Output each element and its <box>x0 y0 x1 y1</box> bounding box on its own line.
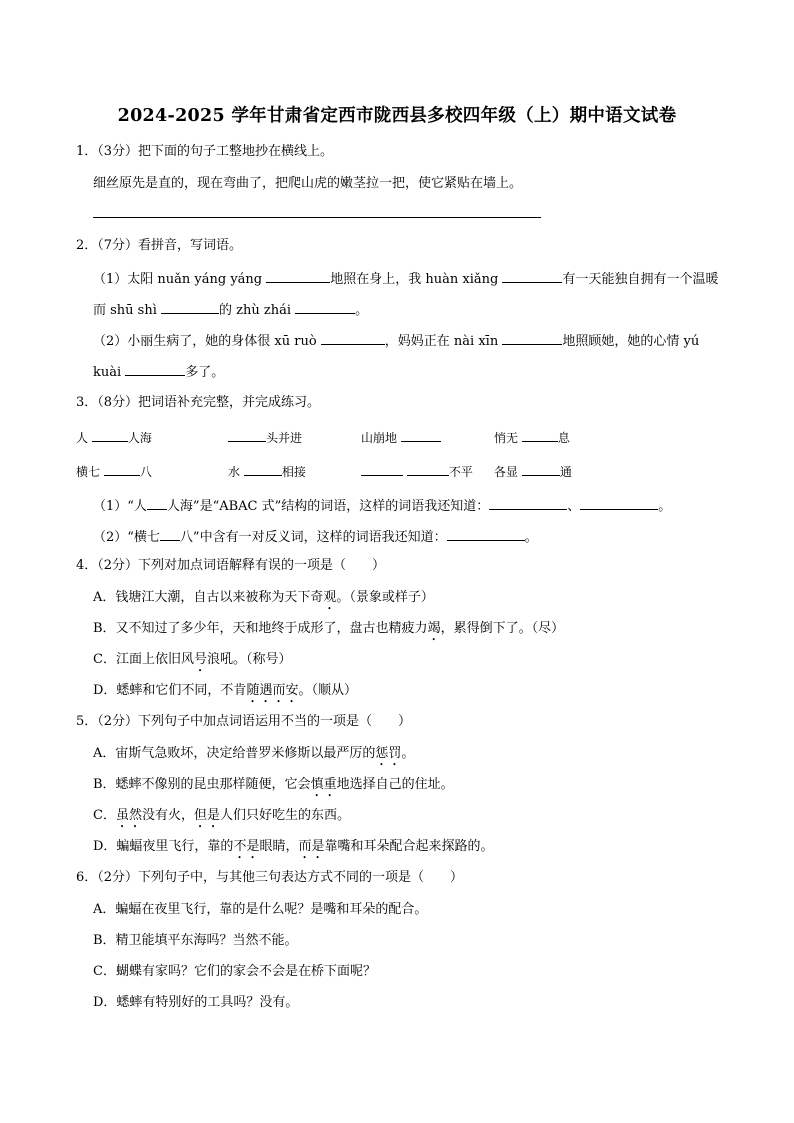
idiom-item: 头并进 <box>228 428 302 446</box>
pinyin-text: 而 shū shì <box>93 303 162 318</box>
answer-blank[interactable] <box>295 300 355 314</box>
question-4-option-c[interactable]: C．江面上依旧风号浪吼。（称号） <box>93 652 292 667</box>
question-1-heading: 1．（3分）把下面的句子工整地抄在横线上。 <box>76 144 334 159</box>
question-4-heading: 4．（2分）下列对加点词语解释有误的一项是（ ） <box>76 558 386 573</box>
idiom-item: 不平 <box>361 462 473 480</box>
answer-blank[interactable] <box>321 331 385 345</box>
idiom-item: 人 人海 <box>76 428 152 446</box>
answer-blank[interactable] <box>161 300 219 314</box>
idiom-item: 悄无 息 <box>494 428 570 446</box>
question-2-line-1 <box>93 269 718 289</box>
pinyin-text: 的 zhù zhái <box>219 303 296 318</box>
copy-answer-line <box>93 217 541 218</box>
question-1-sentence: 细丝原先是直的，现在弯曲了，把爬山虎的嫩茎拉一把，使它紧贴在墙上。 <box>93 176 523 191</box>
idiom-item: 水 相接 <box>228 462 306 480</box>
answer-blank[interactable] <box>361 462 403 476</box>
question-4-option-b[interactable]: B．又不知过了多少年，天和地终于成形了，盘古也精疲力竭，累得倒下了。（尽） <box>93 621 565 636</box>
sentence-text: 地照顾她，她的心情 yú <box>562 334 700 349</box>
answer-blank[interactable] <box>228 428 266 442</box>
pinyin-text: kuài <box>93 365 126 380</box>
question-6-option-d[interactable]: D．蟋蟀有特别好的工具吗？没有。 <box>93 995 299 1010</box>
question-5-option-d[interactable]: D．蝙蝠夜里飞行，靠的不是眼睛，而是靠嘴和耳朵配合起来探路的。 <box>93 839 494 854</box>
idiom-item: 横七 八 <box>76 462 152 480</box>
answer-blank[interactable] <box>92 428 128 442</box>
answer-blank[interactable] <box>401 428 441 442</box>
question-2-line-2 <box>93 300 368 320</box>
question-6-option-c[interactable]: C．蝴蝶有家吗？它们的家会不会是在桥下面呢？ <box>93 964 376 979</box>
question-6-option-a[interactable]: A．蝙蝠在夜里飞行，靠的是什么呢？是嘴和耳朵的配合。 <box>93 902 428 917</box>
answer-blank[interactable] <box>522 428 558 442</box>
question-6-option-b[interactable]: B．精卫能填平东海吗？当然不能。 <box>93 933 298 948</box>
answer-blank[interactable] <box>502 331 562 345</box>
question-2-line-3 <box>93 331 699 351</box>
question-4-option-d[interactable]: D．蟋蟀和它们不同，不肯随遇而安。（顺从） <box>93 683 357 698</box>
question-3-sub-2: （2）“横七 八”中含有一对反义词，这样的词语我还知道： 。 <box>93 527 538 547</box>
answer-blank[interactable] <box>580 496 658 510</box>
question-6-heading: 6．（2分）下列句子中，与其他三句表达方式不同的一项是（ ） <box>76 870 464 885</box>
question-3-heading: 3．（8分）把词语补充完整，并完成练习。 <box>76 395 321 410</box>
pinyin-text: （2）小丽生病了，她的身体很 xū ruò <box>93 334 321 349</box>
answer-blank[interactable] <box>160 527 180 541</box>
question-3-sub-1: （1）“人 人海”是“ABAC 式”结构的词语，这样的词语我还知道： 、 。 <box>93 496 671 516</box>
idiom-item: 山崩地 <box>361 428 441 446</box>
answer-blank[interactable] <box>244 462 282 476</box>
question-4-option-a[interactable]: A．钱塘江大潮，自古以来被称为天下奇观。（景象或样子） <box>93 590 434 605</box>
answer-blank[interactable] <box>104 462 140 476</box>
question-5-heading: 5．（2分）下列句子中加点词语运用不当的一项是（ ） <box>76 714 412 729</box>
answer-blank[interactable] <box>489 496 567 510</box>
pinyin-text: 地照在身上，我 huàn xiǎng <box>330 272 503 287</box>
answer-blank[interactable] <box>502 269 562 283</box>
answer-blank[interactable] <box>125 362 185 376</box>
answer-blank[interactable] <box>147 496 167 510</box>
question-5-option-b[interactable]: B．蟋蟀不像别的昆虫那样随便，它会慎重地选择自己的住址。 <box>93 777 454 792</box>
exam-title: 2024-2025 学年甘肃省定西市陇西县多校四年级（上）期中语文试卷 <box>117 106 677 126</box>
pinyin-text: （1）太阳 nuǎn yáng yáng <box>93 272 267 287</box>
pinyin-text: ，妈妈正在 nài xīn <box>384 334 503 349</box>
answer-blank[interactable] <box>447 527 525 541</box>
sentence-text: 有一天能独自拥有一个温暖 <box>562 272 719 287</box>
answer-blank[interactable] <box>522 462 560 476</box>
question-2-line-4 <box>93 362 224 382</box>
question-2-heading: 2．（7分）看拼音，写词语。 <box>76 238 243 253</box>
sentence-text: 。 <box>355 303 369 318</box>
answer-blank[interactable] <box>266 269 330 283</box>
question-5-option-a[interactable]: A．宙斯气急败坏，决定给普罗米修斯以最严厉的惩罚。 <box>93 746 415 761</box>
idiom-item: 各显 通 <box>494 462 572 480</box>
question-5-option-c[interactable]: C．虽然没有火，但是人们只好吃生的东西。 <box>93 808 351 823</box>
sentence-text: 多了。 <box>185 365 225 380</box>
answer-blank[interactable] <box>407 462 449 476</box>
